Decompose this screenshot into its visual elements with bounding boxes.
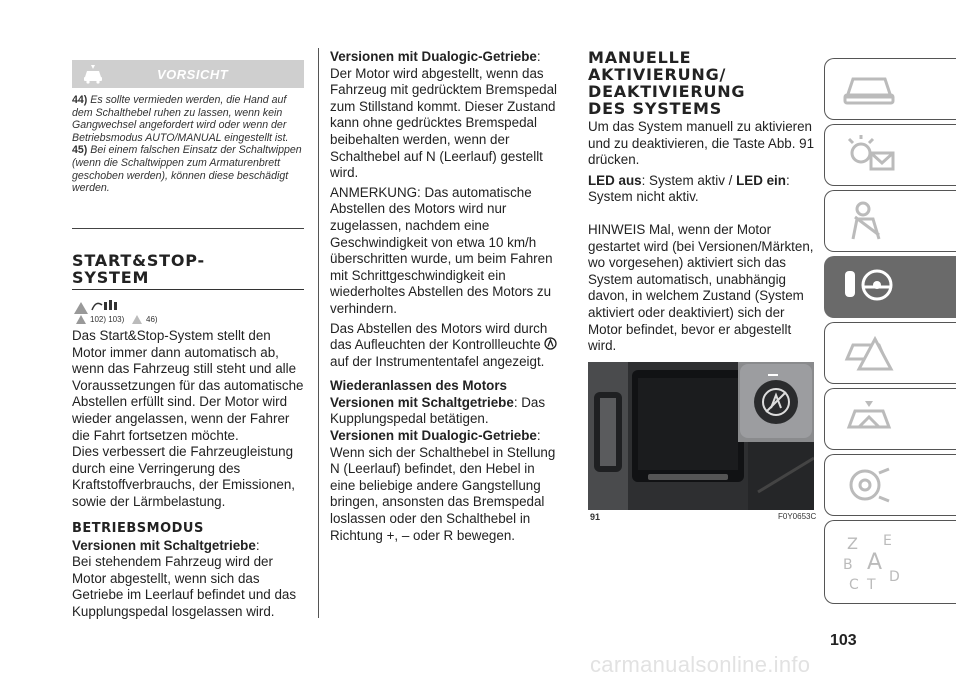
paragraph: Das Start&Stop-System stellt den Motor immer dann automatisch ab, wenn das Fahrzeug still steht und alle Voraussetzungen für das automatische Abstellen erfüllt sind. Der Motor wird wieder angelassen, wenn der Fahrer die Fahrt fortsetzen möchte. xyxy=(72,328,304,443)
subheading: Versionen mit Dualogic-Getriebe xyxy=(330,49,537,64)
tab-dashboard[interactable] xyxy=(824,58,956,120)
emergency-icon xyxy=(839,397,899,441)
svg-text:B: B xyxy=(843,557,853,573)
betriebsmodus-title: BETRIEBSMODUS xyxy=(72,520,204,536)
right-column xyxy=(588,49,816,355)
caution-triangle-icon xyxy=(132,315,142,324)
paragraph: Versionen mit Schaltgetriebe: xyxy=(72,537,260,553)
warning-triangle-icon xyxy=(76,315,86,324)
paragraph-text: auf der Instrumententafel angezeigt. xyxy=(330,353,545,369)
tab-lights[interactable] xyxy=(824,124,956,186)
middle-column xyxy=(330,49,560,544)
warning-item xyxy=(72,144,304,194)
dashboard-icon xyxy=(839,67,899,111)
car-warning-icon xyxy=(82,64,104,84)
warning-icon xyxy=(839,331,899,375)
paragraph xyxy=(588,173,816,206)
svg-text:T: T xyxy=(867,577,876,593)
paragraph: Versionen mit Dualogic-Getriebe: xyxy=(330,428,541,444)
betriebsmodus-body xyxy=(72,538,304,621)
tab-start-drive[interactable] xyxy=(824,256,956,318)
paragraph: Der Motor wird abgestellt, wenn das Fahrzeug mit gedrücktem Bremspedal zum Stillstand kommt. Dieser Zustand kann ohne gedrücktes Bremspedal beibehalten werden, wenn der Schalthebel auf N (Leerlauf) gestellt wird. xyxy=(330,65,557,181)
warning-item xyxy=(72,94,304,144)
safety-icon xyxy=(839,199,899,243)
auto-stop-indicator-icon xyxy=(544,337,557,350)
paragraph: HINWEIS Mal, wenn der Motor gestartet wird (bei Versionen/Märkten, wo vorgesehen) aktiviert sich das System automatisch, unabhängig davon, in welchem Zustand (System aktiviert oder deaktiviert) sich der Motor befindet, bevor er abgestellt wird. xyxy=(588,221,814,354)
reference-numbers-a: 102) 103) xyxy=(90,315,125,324)
dashboard-button-illustration xyxy=(588,362,814,510)
paragraph-text: Das Abstellen des Motors wird durch das Aufleuchten der Kontrollleuchte xyxy=(330,320,548,353)
figure-number: 91 xyxy=(590,512,601,522)
reference-numbers xyxy=(72,314,304,326)
start-stop-icon xyxy=(90,298,128,312)
warning-title: VORSICHT xyxy=(157,67,229,82)
led-on-label: LED ein xyxy=(736,172,786,188)
tab-service[interactable] xyxy=(824,454,956,516)
warning-triangle-icon xyxy=(74,302,88,314)
paragraph: Dies verbessert die Fahrzeugleistung durch eine Verringerung des Kraftstoffverbrauchs, der Emissionen, sowie der Lärmbelastung. xyxy=(72,444,296,509)
subheading: Versionen mit Schaltgetriebe xyxy=(72,537,256,553)
paragraph: Bei stehendem Fahrzeug wird der Motor abgestellt, wenn sich das Getriebe im Leerlauf befindet und das Kupplungspedal losgelassen wird. xyxy=(72,554,297,619)
title-line: DEAKTIVIERUNG xyxy=(588,82,746,101)
led-off-label: LED aus xyxy=(588,172,642,188)
section-rule xyxy=(72,289,304,290)
title-line: START&STOP- xyxy=(72,251,205,270)
paragraph: Um das System manuell zu aktivieren und zu deaktivieren, die Taste Abb. 91 drücken. xyxy=(588,119,815,168)
warning-item-number: 44) xyxy=(72,94,88,106)
manual-section-title xyxy=(588,49,816,117)
manual-section-body xyxy=(588,119,816,355)
tab-safety[interactable] xyxy=(824,190,956,252)
warning-header xyxy=(72,60,304,88)
start-stop-body xyxy=(72,328,304,511)
paragraph: Wenn sich der Schalthebel in Stellung N (Leerlauf) befindet, den Hebel in eine beliebige andere Gangstellung bringen, ansonsten das Bremspedal loslassen oder den Schalthebel in Richtung +, – oder R bewegen. xyxy=(330,444,556,543)
service-icon xyxy=(839,463,899,507)
figure-code: F0Y0653C xyxy=(778,512,817,521)
section-title xyxy=(72,252,304,286)
paragraph: ANMERKUNG: Das automatische Abstellen des Motors wird nur zugelassen, nachdem eine Geschwindigkeit von etwa 10 km/h überschritten wurde, um beim Fahren mit Schrittgeschwindigkeit ein wiederholtes Abstellen des Motors zu verhindern. xyxy=(330,184,553,316)
svg-text:D: D xyxy=(889,569,900,585)
start-stop-section xyxy=(72,252,304,621)
warning-item-text: Es sollte vermieden werden, die Hand auf dem Schalthebel ruhen zu lassen, wenn kein Gangwechsel angefordert wird oder wenn der Betriebsmodus AUTO/MANUAL eingestellt ist. xyxy=(72,94,289,144)
tab-warning-lights[interactable] xyxy=(824,322,956,384)
column-divider xyxy=(318,48,319,618)
svg-text:E: E xyxy=(883,533,892,549)
paragraph xyxy=(330,321,560,371)
wiederanlassen-title: Wiederanlassen des Motors xyxy=(330,378,507,394)
title-line: SYSTEM xyxy=(72,268,150,287)
paragraph: Versionen mit Dualogic-Getriebe: xyxy=(330,49,541,64)
warning-box xyxy=(72,60,304,229)
warning-text xyxy=(72,94,304,195)
subheading: Versionen mit Schaltgetriebe xyxy=(330,394,514,410)
tab-emergency[interactable] xyxy=(824,388,956,450)
paragraph: Versionen mit Schaltgetriebe: Das Kupplungspedal betätigen. xyxy=(330,394,546,427)
subheading: Versionen mit Dualogic-Getriebe xyxy=(330,428,537,444)
start-drive-icon xyxy=(839,265,899,309)
title-line: DES SYSTEMS xyxy=(588,99,723,118)
title-line: AKTIVIERUNG/ xyxy=(588,65,727,84)
svg-text:A: A xyxy=(867,550,883,575)
page-number: 103 xyxy=(830,632,857,649)
lights-icon xyxy=(839,133,899,177)
led-on-text: : System nicht aktiv. xyxy=(588,172,790,205)
svg-text:Z: Z xyxy=(847,534,858,553)
index-icon xyxy=(839,529,909,593)
reference-numbers-b: 46) xyxy=(146,315,158,324)
warning-item-number: 45) xyxy=(72,144,88,157)
svg-text:C: C xyxy=(849,577,859,593)
figure-91-photo xyxy=(588,362,814,510)
watermark: carmanualsonline.info xyxy=(590,652,811,677)
paragraph-text: Das Kupplungspedal betätigen. xyxy=(330,394,546,427)
warning-item-text: Bei einem falschen Einsatz der Schaltwippen (wenn die Schaltwippen zum Armaturenbrett geschoben werden), können diese beschädigt werden. xyxy=(72,144,302,195)
title-line: MANUELLE xyxy=(588,48,692,67)
led-off-text: : System aktiv / xyxy=(641,172,733,188)
tab-index[interactable] xyxy=(824,520,956,604)
